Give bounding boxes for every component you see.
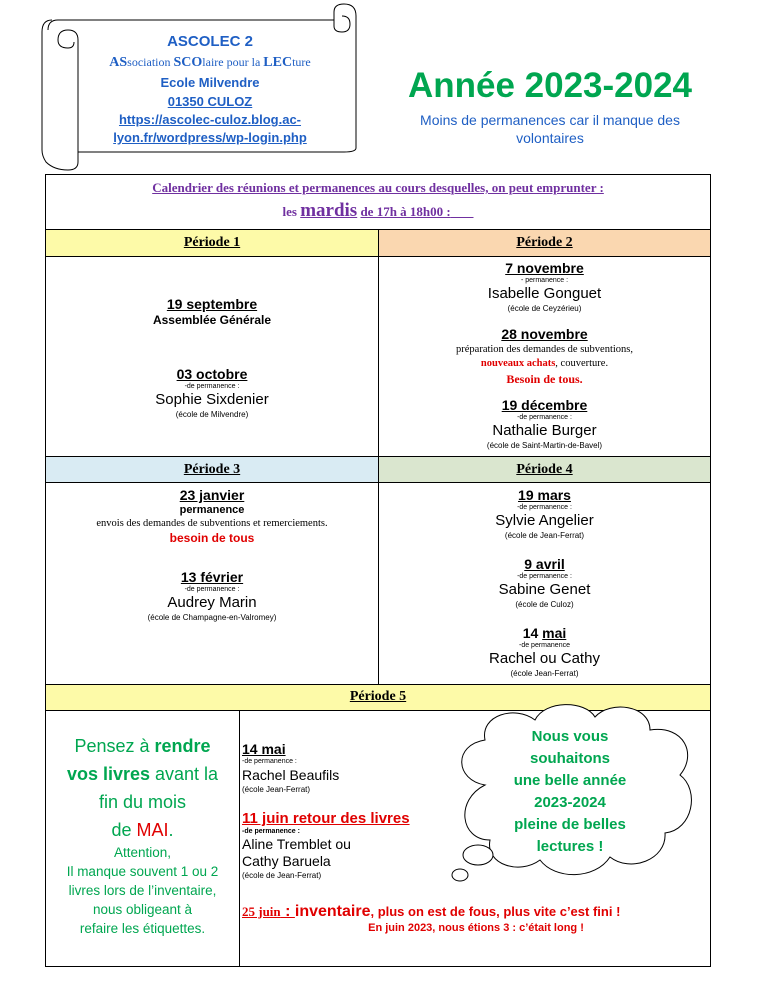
period2-event-nov28: 28 novembre préparation des demandes de subventions, nouveaux achats, couverture. Besoin de tous. bbox=[456, 326, 633, 386]
blog-link[interactable]: https://ascolec-culoz.blog.ac- lyon.fr/wordpress/wp-login.php bbox=[113, 112, 307, 145]
calendar-intro: Calendrier des réunions et permanences au cours desquelles, on peut emprunter : bbox=[152, 180, 604, 195]
period3-event-jan23: 23 janvier permanence envois des demandes de subventions et remerciements. besoin de tous bbox=[96, 487, 328, 545]
period-5-heading: Période 5 bbox=[349, 689, 407, 704]
period5-event-jun11: 11 juin retour des livres -de permanence : Aline Tremblet ou Cathy Baruela (école de Jean-Ferrat) bbox=[242, 810, 410, 880]
period1-event-assembly: 19 septembre Assemblée Générale bbox=[152, 296, 272, 327]
period4-event-may14: 14 mai -de permanence Rachel ou Cathy (école Jean-Ferrat) bbox=[489, 625, 600, 678]
period2-event-dec19: 19 décembre -de permanence : Nathalie Burger (école de Saint-Martin-de-Bavel) bbox=[486, 397, 603, 450]
inventory-note: En juin 2023, nous étions 3 : c’était long ! bbox=[368, 922, 584, 934]
period4-event-apr9: 9 avril -de permanence : Sabine Genet (école de Culoz) bbox=[498, 556, 591, 609]
period1-event-oct: 03 octobre -de permanence : Sophie Sixdenier (école de Milvendre) bbox=[155, 366, 269, 419]
period-1-heading: Période 1 bbox=[183, 235, 241, 250]
year-subtitle: Moins de permanences car il manque des volontaires bbox=[420, 112, 680, 146]
period3-event-feb13: 13 février -de permanence : Audrey Marin (école de Champagne-en-Valromey) bbox=[147, 569, 277, 622]
school-name: Ecole Milvendre bbox=[160, 75, 260, 90]
association-name: ASCOLEC 2 bbox=[167, 33, 253, 50]
period-4-heading: Période 4 bbox=[516, 462, 573, 477]
period4-event-mar19: 19 mars -de permanence : Sylvie Angelier (école de Jean-Ferrat) bbox=[495, 487, 594, 540]
postal-address: 01350 CULOZ bbox=[167, 94, 253, 109]
association-tagline: ASsociation SCOlaire pour la LECture bbox=[109, 55, 311, 70]
return-books-reminder: Pensez à rendre vos livres avant la fin du mois de MAI. bbox=[66, 736, 219, 840]
wishes-message: Nous vous souhaitons une belle année 2023-2024 pleine de belles lectures ! bbox=[513, 728, 627, 855]
calendar-when: les mardis de 17h à 18h00 : bbox=[282, 200, 451, 221]
inventory-announcement: 25 juin : inventaire, plus on est de fous, plus vite c’est fini ! bbox=[242, 903, 621, 920]
period5-event-may14: 14 mai -de permanence : Rachel Beaufils (école Jean-Ferrat) bbox=[242, 741, 340, 794]
period2-event-nov7: 7 novembre - permanence : Isabelle Gonguet (école de Ceyzérieu) bbox=[487, 260, 602, 313]
inventory-warning: Attention, Il manque souvent 1 ou 2 livres lors de l’inventaire, nous obligeant à refaire les étiquettes. bbox=[66, 845, 219, 936]
association-header bbox=[70, 32, 350, 147]
period-2-heading: Période 2 bbox=[516, 235, 573, 250]
year-title: Année 2023-2024 bbox=[407, 66, 693, 105]
period-3-heading: Période 3 bbox=[183, 462, 241, 477]
